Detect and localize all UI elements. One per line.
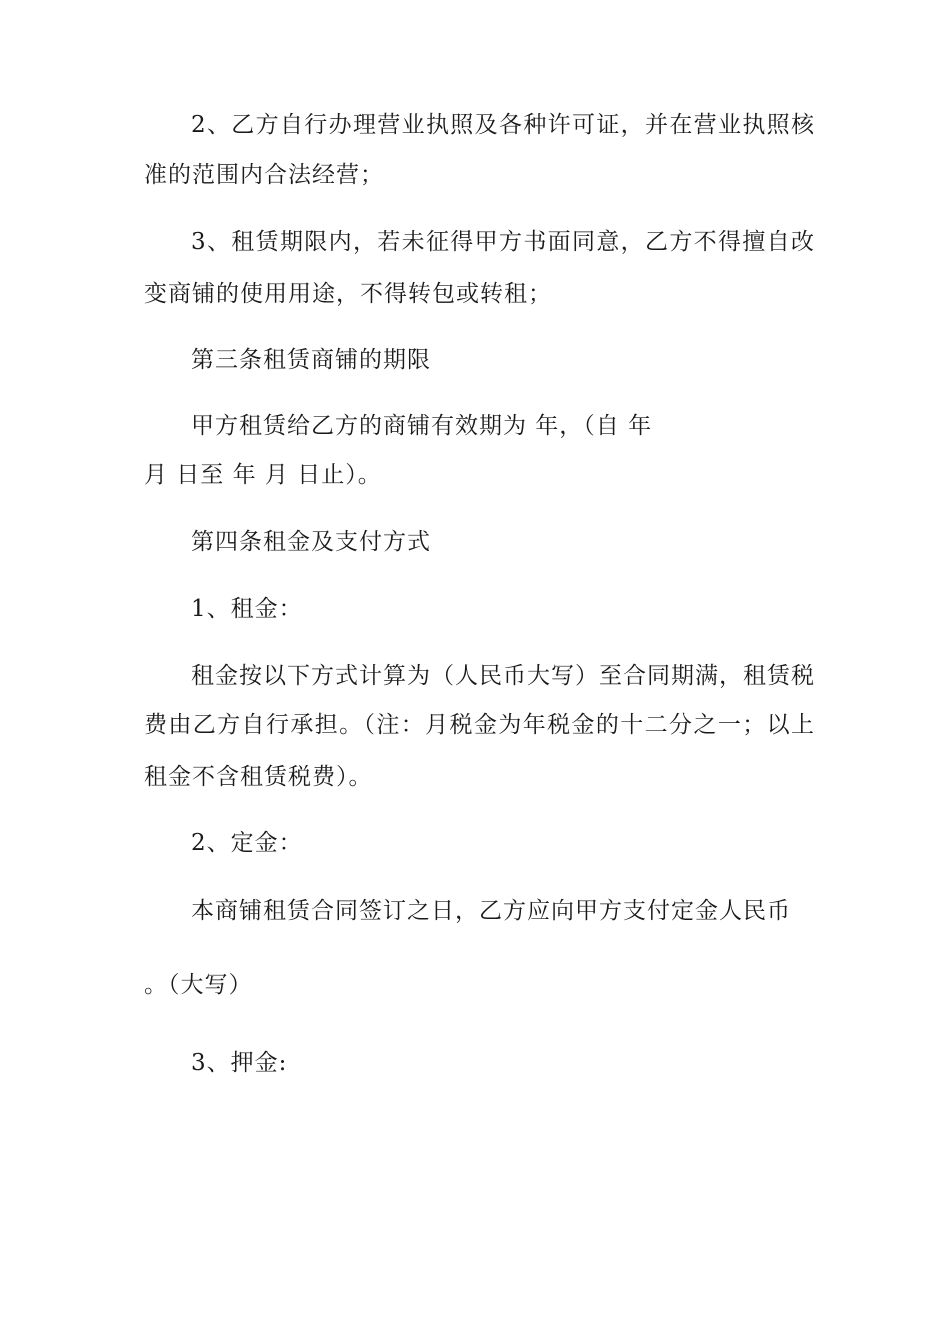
text-line: 1、租金： (191, 596, 303, 622)
text-line: 租金按以下方式计算为（人民币大写）至合同期满，租赁税 (191, 663, 815, 689)
section-heading: 第四条租金及支付方式 (191, 529, 431, 555)
text-line: 甲方租赁给乙方的商铺有效期为 年，（自 年 (191, 413, 653, 439)
text-line: 月 日至 年 月 日止）。 (144, 462, 382, 488)
text-line: 变商铺的使用用途，不得转包或转租； (144, 281, 552, 307)
section-heading: 第三条租赁商铺的期限 (191, 347, 431, 373)
text-line: 。（大写） (144, 972, 253, 998)
text-line: 费由乙方自行承担。（注：月税金为年税金的十二分之一；以上 (144, 712, 815, 738)
text-line: 2、定金： (191, 830, 303, 856)
text-line: 本商铺租赁合同签订之日，乙方应向甲方支付定金人民币 (191, 898, 791, 924)
text-line: 租金不含租赁税费）。 (144, 764, 373, 790)
text-line: 2、乙方自行办理营业执照及各种许可证，并在营业执照核 (191, 112, 815, 138)
text-line: 准的范围内合法经营； (144, 162, 384, 188)
text-line: 3、租赁期限内，若未征得甲方书面同意，乙方不得擅自改 (191, 229, 815, 255)
text-line: 3、押金: (191, 1050, 288, 1076)
